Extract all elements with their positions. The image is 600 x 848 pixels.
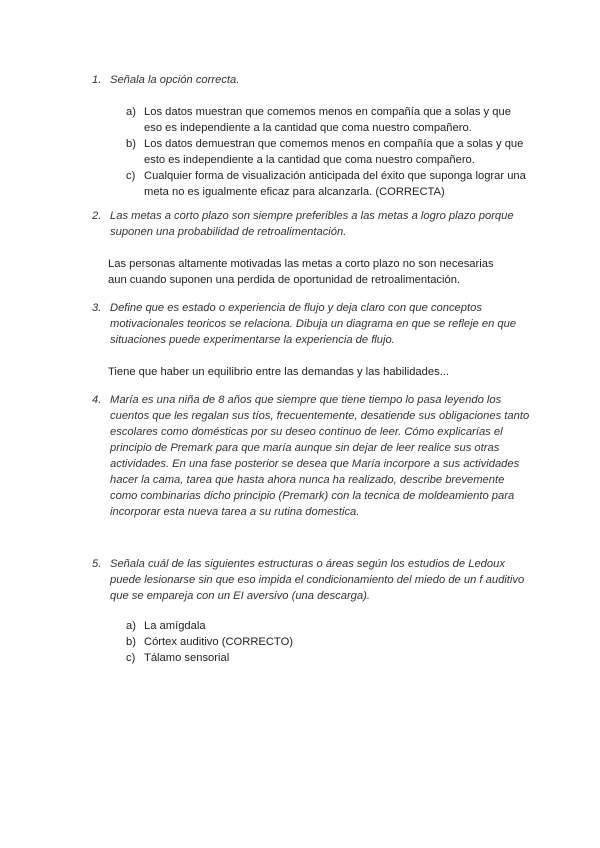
option-letter: b) <box>126 636 136 648</box>
option-text-line: Los datos muestran que comemos menos en compañía que a solas y que <box>144 106 511 118</box>
answer-text-line: Tiene que haber un equilibrio entre las demandas y las habilidades... <box>108 366 450 378</box>
option-text-line: eso es independiente a la cantidad que coma nuestro compañero. <box>144 122 472 134</box>
question-text-line: Define que es estado o experiencia de flujo y deja claro con que conceptos <box>110 302 482 314</box>
question-text-line: Señala la opción correcta. <box>110 74 240 86</box>
question-text-line: María es una niña de 8 años que siempre que tiene tiempo lo pasa leyendo los <box>110 394 502 406</box>
option-letter: a) <box>126 620 136 632</box>
question-text-line: puede lesionarse sin que eso impida el condicionamiento del miedo de un f auditivo <box>110 574 525 586</box>
question-number: 3. <box>92 302 102 314</box>
question-text-line: motivacionales teoricos se relaciona. Dibuja un diagrama en que se refleje en que <box>110 318 517 330</box>
question-text-line: escolares como domésticas por su deseo continuo de leer. Cómo explicarías el <box>110 426 503 438</box>
question-text-line: que se empareja con un EI aversivo (una descarga). <box>110 590 370 602</box>
question-number: 1. <box>92 74 102 86</box>
question-text-line: situaciones puede experimentarse la experiencia de flujo. <box>110 334 395 346</box>
option-text-line: esto es independiente a la cantidad que coma nuestro compañero. <box>144 154 475 166</box>
question-text-line: principio de Premark para que maría aunque sin dejar de leer realice sus otras <box>110 442 500 454</box>
option-letter: a) <box>126 106 136 118</box>
option-letter: c) <box>126 652 136 664</box>
option-text-line: La amígdala <box>144 620 206 632</box>
question-number: 4. <box>92 394 102 406</box>
question-text-line: suponen una probabilidad de retroalimentación. <box>110 226 347 238</box>
option-text-line: meta no es igualmente eficaz para alcanzarla. (CORRECTA) <box>144 186 445 198</box>
question-number: 5. <box>92 558 102 570</box>
question-text-line: Las metas a corto plazo son siempre preferibles a las metas a logro plazo porque <box>110 210 514 222</box>
question-number: 2. <box>92 210 102 222</box>
question-text-line: incorporar esta nueva tarea a su rutina domestica. <box>110 506 360 518</box>
option-text-line: Cualquier forma de visualización anticipada del éxito que suponga lograr una <box>144 170 526 182</box>
option-letter: c) <box>126 170 136 182</box>
option-text-line: Córtex auditivo (CORRECTO) <box>144 636 293 648</box>
question-text-line: actividades. En una fase posterior se desea que María incorpore a sus actividades <box>110 458 520 470</box>
question-text-line: como combinarias dicho principio (Premark) con la tecnica de moldeamiento para <box>110 490 515 502</box>
option-letter: b) <box>126 138 136 150</box>
question-text-line: Señala cuál de las siguientes estructuras o áreas según los estudios de Ledoux <box>110 558 505 570</box>
option-text-line: Tálamo sensorial <box>144 652 230 664</box>
question-text-line: cuentos que les regalan sus tíos, frecuentemente, desatiende sus obligaciones tanto <box>110 410 530 422</box>
answer-text-line: aun cuando suponen una perdida de oportunidad de retroalimentación. <box>108 274 461 286</box>
option-text-line: Los datos demuestran que comemos menos en compañía que a solas y que <box>144 138 524 150</box>
answer-text-line: Las personas altamente motivadas las metas a corto plazo no son necesarias <box>108 258 494 270</box>
question-text-line: hacer la cama, tarea que hasta ahora nunca ha realizado, describe brevemente <box>110 474 505 486</box>
